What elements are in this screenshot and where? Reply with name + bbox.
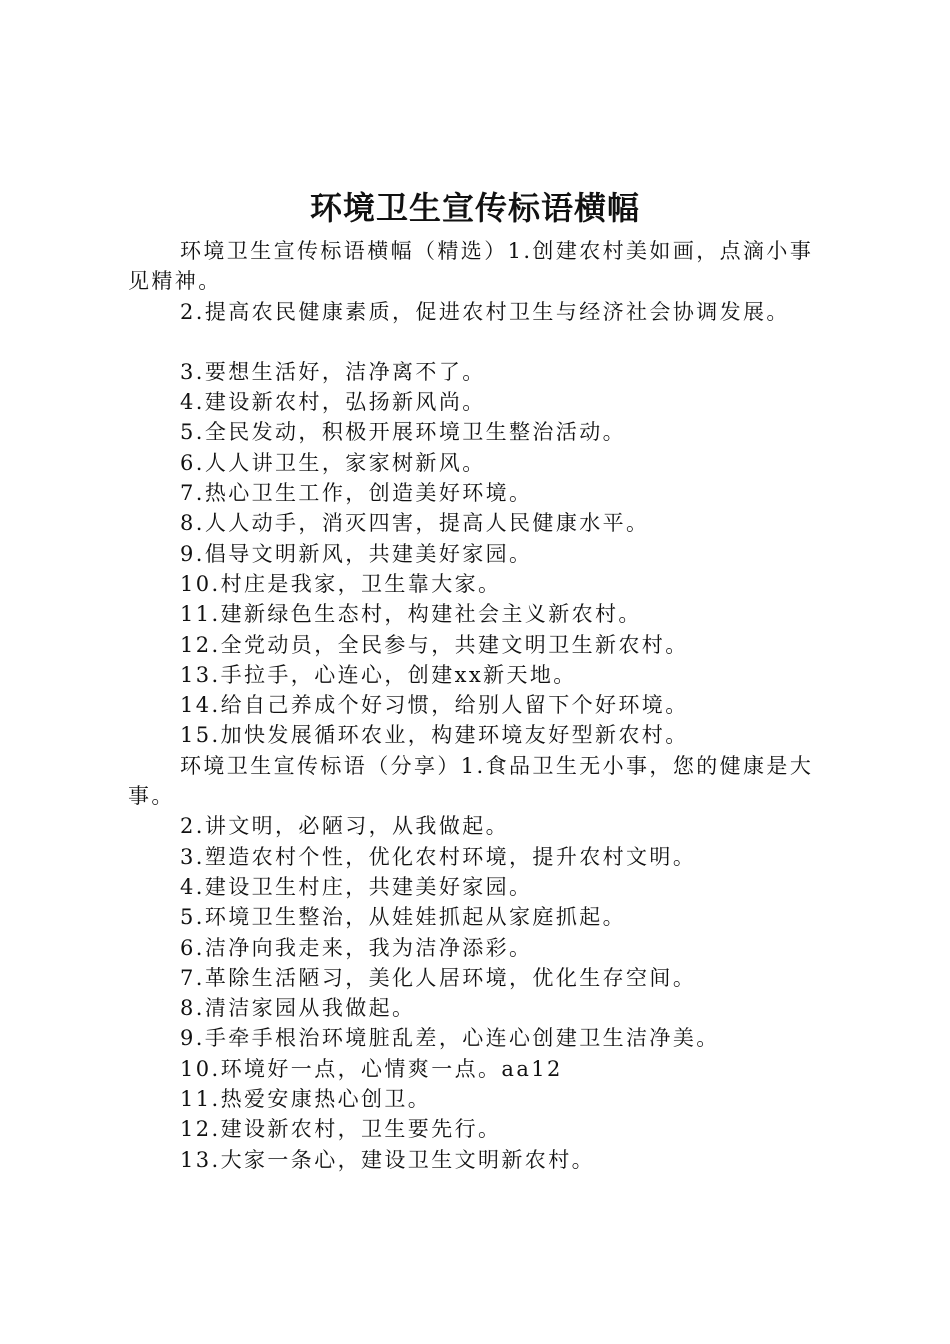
section2-item: 9.手牵手根治环境脏乱差，心连心创建卫生洁净美。 bbox=[180, 1026, 720, 1051]
section1-item: 6.人人讲卫生，家家树新风。 bbox=[180, 450, 486, 475]
section1-item: 11.建新绿色生态村，构建社会主义新农村。 bbox=[180, 602, 642, 627]
document-body bbox=[128, 236, 836, 1175]
section2-item: 10.环境好一点，心情爽一点。aa12 bbox=[180, 1056, 563, 1081]
section1-item: 8.人人动手，消灭四害，提高人民健康水平。 bbox=[180, 511, 650, 536]
section1-item: 3.要想生活好，洁净离不了。 bbox=[180, 359, 486, 384]
section2-item: 5.环境卫生整治，从娃娃抓起从家庭抓起。 bbox=[180, 905, 627, 930]
section2-item: 3.塑造农村个性，优化农村环境，提升农村文明。 bbox=[180, 844, 697, 869]
section1-item: 14.给自己养成个好习惯，给别人留下个好环境。 bbox=[180, 693, 689, 718]
section2-intro: 环境卫生宣传标语（分享）1.食品卫生无小事，您的健康是大事。 bbox=[128, 753, 814, 809]
section1-item: 4.建设新农村，弘扬新风尚。 bbox=[180, 390, 486, 415]
section2-item: 13.大家一条心，建设卫生文明新农村。 bbox=[180, 1147, 595, 1172]
document-title: 环境卫生宣传标语横幅 bbox=[309, 189, 640, 227]
section1-item: 15.加快发展循环农业，构建环境友好型新农村。 bbox=[180, 723, 689, 748]
section2-item: 7.革除生活陋习，美化人居环境，优化生存空间。 bbox=[180, 965, 697, 990]
section1-item: 13.手拉手，心连心，创建xx新天地。 bbox=[180, 662, 577, 687]
section2-item: 12.建设新农村，卫生要先行。 bbox=[180, 1117, 502, 1142]
paragraph-gap bbox=[128, 327, 836, 357]
section2-item: 8.清洁家园从我做起。 bbox=[180, 996, 416, 1021]
section1-item: 10.村庄是我家，卫生靠大家。 bbox=[180, 571, 502, 596]
section1-item: 2.提高农民健康素质，促进农村卫生与经济社会协调发展。 bbox=[180, 299, 790, 324]
section2-item: 11.热爱安康热心创卫。 bbox=[180, 1087, 432, 1112]
section1-item: 12.全党动员，全民参与，共建文明卫生新农村。 bbox=[180, 632, 689, 657]
section1-item: 7.热心卫生工作，创造美好环境。 bbox=[180, 481, 533, 506]
section2-item: 2.讲文明，必陋习，从我做起。 bbox=[180, 814, 510, 839]
section1-item: 5.全民发动，积极开展环境卫生整治活动。 bbox=[180, 420, 627, 445]
section1-intro: 环境卫生宣传标语横幅（精选）1.创建农村美如画，点滴小事见精神。 bbox=[128, 239, 814, 294]
section2-item: 6.洁净向我走来，我为洁净添彩。 bbox=[180, 935, 533, 960]
section2-item: 4.建设卫生村庄，共建美好家园。 bbox=[180, 874, 533, 899]
section1-item: 9.倡导文明新风，共建美好家园。 bbox=[180, 541, 533, 566]
